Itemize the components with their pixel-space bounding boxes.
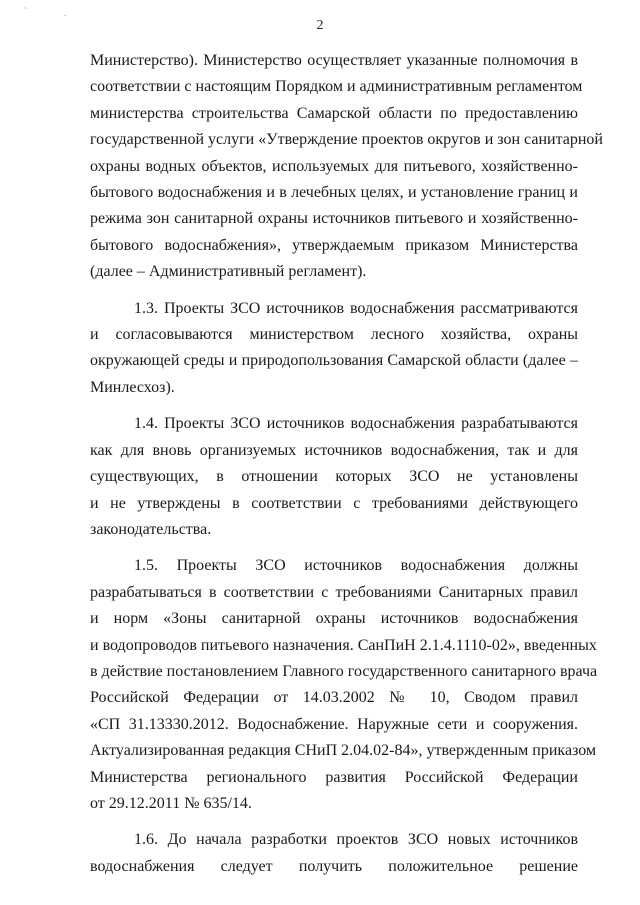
text-line: министерства строительства Самарской области по предоставлению — [90, 104, 578, 122]
text-line: и водопроводов питьевого назначения. СанПиН 2.1.4.1110-02», введенных — [90, 636, 597, 654]
text-line: как для вновь организуемых источников водоснабжения, так и для — [90, 441, 578, 459]
text-line: режима зон санитарной охраны источников питьевого и хозяйственно- — [90, 210, 578, 228]
text-line: существующих, в отношении которых ЗСО не установлены — [90, 468, 578, 486]
page-number: 2 — [316, 18, 324, 33]
text-line: Актуализированная редакция СНиП 2.04.02-84», утвержденным приказом — [90, 742, 597, 760]
paragraph-1-4 — [90, 411, 578, 543]
text-line: 1.6. До начала разработки проектов ЗСО новых источников — [134, 831, 578, 849]
text-line: бытового водоснабжения и в лечебных целях, и установление границ и — [90, 184, 578, 202]
text-line: 1.5. Проекты ЗСО источников водоснабжения должны — [134, 557, 578, 575]
text-line: бытового водоснабжения», утверждаемым приказом Министерства — [90, 236, 578, 254]
text-line: охраны водных объектов, используемых для питьевого, хозяйственно- — [90, 157, 578, 175]
scan-artifact: . — [64, 8, 67, 18]
text-line: Минлесхоз). — [90, 378, 175, 396]
text-line: государственной услуги «Утверждение проектов округов и зон санитарной — [90, 131, 603, 149]
paragraph-1-3 — [90, 296, 578, 402]
text-line: соответствии с настоящим Порядком и административным регламентом — [90, 78, 583, 96]
text-line: законодательства. — [90, 520, 212, 538]
text-line: и согласовываются министерством лесного хозяйства, охраны — [90, 326, 578, 344]
text-line: «СП 31.13330.2012. Водоснабжение. Наружные сети и сооружения. — [90, 715, 578, 733]
paragraph-1-6 — [90, 827, 578, 880]
text-line: 1.4. Проекты ЗСО источников водоснабжения разрабатываются — [134, 415, 578, 433]
text-line: Министерства регионального развития Российской Федерации — [90, 768, 578, 786]
text-line: и не утверждены в соответствии с требованиями действующего — [90, 494, 578, 512]
text-line: Российской Федерации от 14.03.2002 № 10, Сводом правил — [90, 689, 578, 707]
text-line: Министерство). Министерство осуществляет указанные полномочия в — [90, 52, 578, 69]
text-line: водоснабжения следует получить положительное решение — [90, 857, 578, 875]
text-line: разрабатываться в соответствии с требованиями Санитарных правил — [90, 583, 578, 601]
text-line: окружающей среды и природопользования Самарской области (далее – — [90, 352, 578, 370]
scan-artifact: ` — [24, 6, 27, 16]
paragraph-continuation — [90, 48, 603, 286]
paragraph-1-5 — [90, 553, 598, 817]
text-line: и норм «Зоны санитарной охраны источников водоснабжения — [90, 610, 578, 628]
text-line: 1.3. Проекты ЗСО источников водоснабжения рассматриваются — [134, 299, 578, 317]
text-line: в действие постановлением Главного государственного санитарного врача — [90, 662, 598, 680]
document-body — [90, 48, 603, 880]
text-line: (далее – Административный регламент). — [90, 263, 367, 281]
text-line: от 29.12.2011 № 635/14. — [90, 794, 252, 812]
